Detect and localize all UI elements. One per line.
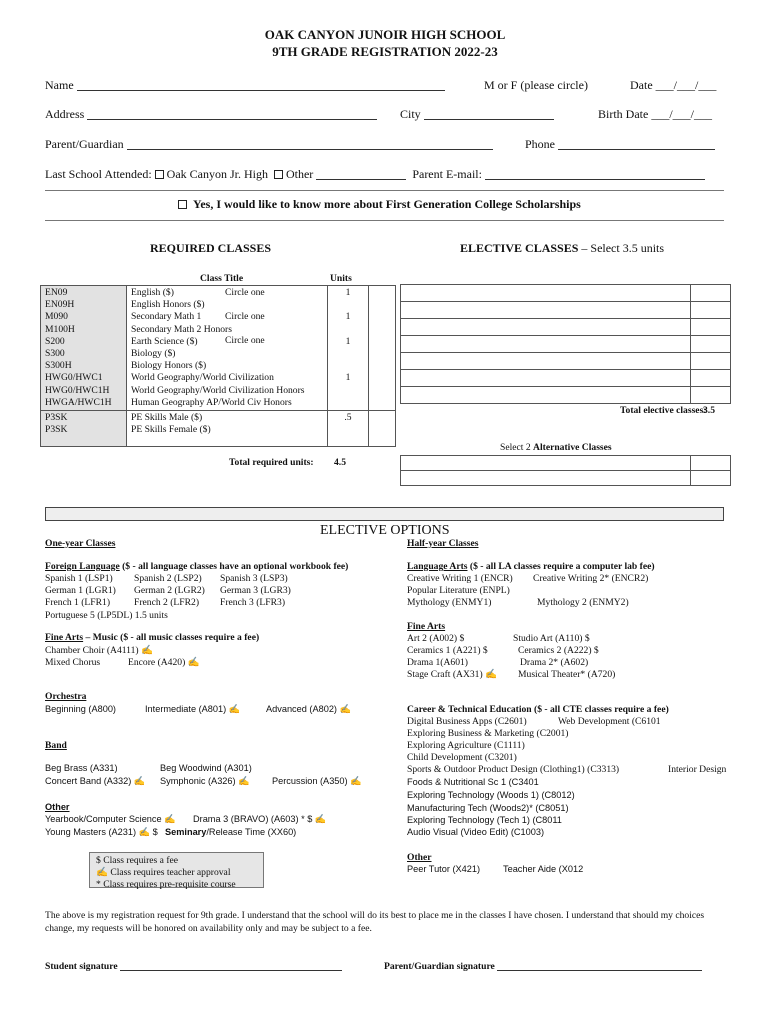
fine-arts-heading: Fine Arts: [407, 621, 446, 632]
other-half-heading: Other: [407, 852, 432, 863]
foreign-language-option: German 1 (LGR1): [45, 585, 116, 597]
cte-woods1: Exploring Technology (Woods 1) (C8012): [407, 790, 575, 800]
alternative-slot-2[interactable]: [401, 471, 691, 486]
cte-heading: Career & Technical Education ($ - all CTE classes require a fee): [407, 704, 669, 715]
la-mythology-1: Mythology (ENMY1): [407, 597, 492, 608]
foreign-col-3: [220, 573, 291, 610]
alternative-prefix: Select 2: [500, 442, 534, 453]
class-code: EN09H: [45, 299, 75, 311]
scholarship-option: [178, 198, 581, 212]
required-table: [40, 285, 396, 447]
required-units-1: [328, 286, 369, 411]
gender-label: M or F (please circle): [484, 78, 588, 92]
last-school-label: Last School Attended:: [45, 167, 152, 181]
orchestra-intermediate: Intermediate (A801) ✍: [145, 704, 241, 714]
elective-units-2[interactable]: [691, 302, 731, 319]
address-field[interactable]: [45, 108, 377, 122]
scholarship-label: Yes, I would like to know more about First Generation College Scholarships: [193, 197, 581, 211]
foreign-col-1: [45, 573, 116, 610]
class-code: M100H: [45, 323, 75, 335]
birth-date-field[interactable]: Birth Date ___/___/___: [598, 107, 712, 121]
class-title: English ($): [131, 287, 174, 298]
class-title: Secondary Math 2 Honors: [131, 323, 232, 335]
class-title: English Honors ($): [131, 299, 205, 311]
band-concert: Concert Band (A332) ✍: [45, 776, 146, 786]
language-arts-note: ($ - all LA classes require a computer lab fee): [467, 561, 655, 572]
other-school-checkbox[interactable]: [274, 170, 283, 179]
elective-units-4[interactable]: [691, 336, 731, 353]
class-code: HWG0/HWC1H: [45, 384, 110, 396]
elective-slot-6[interactable]: [401, 370, 691, 387]
language-arts-label: Language Arts: [407, 561, 468, 572]
elective-slot-4[interactable]: [401, 336, 691, 353]
fa-drama1: Drama 1(A601): [407, 657, 469, 668]
alternative-units-1[interactable]: [691, 456, 731, 471]
la-mythology-2: Mythology 2 (ENMY2): [537, 597, 629, 608]
cte-exploring-agriculture: Exploring Agriculture (C1111): [407, 740, 525, 751]
elective-units-7[interactable]: [691, 387, 731, 404]
portuguese-option: Portuguese 5 (LP5DL) 1.5 units: [45, 610, 168, 621]
foreign-language-heading: [45, 561, 348, 573]
cte-interior-design: Interior Design: [668, 764, 727, 775]
required-check-2[interactable]: [369, 411, 396, 447]
class-code: P3SK: [45, 412, 68, 424]
form-title: 9TH GRADE REGISTRATION 2022-23: [272, 44, 498, 59]
band-symphonic: Symphonic (A326) ✍: [160, 776, 250, 786]
agreement-statement: The above is my registration request for 9th grade. I understand that the school will do its best to place me in the classes I have chosen. I understand that should my choices change, my requests will be honored on availability only and may be subject to a fee.: [45, 910, 705, 934]
orchestra-heading: Orchestra: [45, 691, 87, 702]
foreign-language-option: Spanish 1 (LSP1): [45, 573, 113, 584]
legend-fee: $ Class requires a fee: [96, 855, 179, 866]
class-code: M090: [45, 311, 68, 323]
legend-box: [89, 852, 264, 891]
elective-units-5[interactable]: [691, 353, 731, 370]
la-creative-writing-1: Creative Writing 1 (ENCR): [407, 573, 513, 584]
other-seminary: [165, 827, 296, 838]
foreign-col-2: [134, 573, 205, 610]
oak-canyon-checkbox[interactable]: [155, 170, 164, 179]
foreign-language-option: German 3 (LGR3): [220, 585, 291, 597]
date-field[interactable]: Date ___/___/___: [630, 78, 717, 92]
fa-drama2: Drama 2* (A602): [520, 657, 589, 668]
class-code: EN09: [45, 287, 68, 298]
student-signature-label: Student signature: [45, 961, 118, 972]
foreign-language-option: German 2 (LGR2): [134, 585, 205, 597]
cte-foods: Foods & Nutritional Sc 1 (C3401: [407, 777, 539, 787]
elective-heading: [460, 242, 664, 256]
band-percussion: Percussion (A350) ✍: [272, 776, 362, 786]
elective-slot-1[interactable]: [401, 285, 691, 302]
elective-units-1[interactable]: [691, 285, 731, 302]
alternative-table: [400, 455, 731, 486]
other-peer-tutor: Peer Tutor (X421): [407, 864, 481, 874]
fa-stage-craft: Stage Craft (AX31) ✍: [407, 669, 498, 680]
band-beg-woodwind: Beg Woodwind (A301): [160, 763, 252, 773]
parent-signature-label: Parent/Guardian signature: [384, 961, 495, 972]
class-title: Biology ($): [131, 348, 176, 360]
phone-label: Phone: [525, 137, 555, 151]
parent-email-label: Parent E-mail:: [412, 167, 482, 181]
foreign-language-option: Spanish 2 (LSP2): [134, 573, 202, 584]
orchestra-beginning: Beginning (A800): [45, 704, 116, 714]
alternative-slot-1[interactable]: [401, 456, 691, 471]
address-label: Address: [45, 107, 85, 121]
class-code: HWGA/HWC1H: [45, 396, 112, 408]
circle-one-english: Circle one: [225, 287, 265, 298]
class-title: World Geography/World Civilization: [131, 372, 274, 384]
units-science: 1: [345, 335, 351, 347]
release-time-label: /Release Time (XX60): [206, 827, 297, 837]
oak-canyon-label: Oak Canyon Jr. High: [166, 167, 268, 181]
fine-arts-music-note: – Music ($ - all music classes require a fee): [83, 632, 260, 643]
required-heading: REQUIRED CLASSES: [150, 241, 272, 255]
alternative-label: Alternative Classes: [533, 442, 612, 453]
other-young-masters: Young Masters (A231) ✍ $: [45, 827, 158, 837]
language-arts-heading: [407, 561, 655, 573]
total-required-label: Total required units:: [229, 457, 314, 468]
foreign-language-option: French 1 (LFR1): [45, 597, 111, 609]
required-check-1[interactable]: [369, 286, 396, 411]
required-titles-2: [127, 411, 328, 447]
last-school-row: [45, 168, 705, 182]
cte-web-development: Web Development (C6101: [558, 716, 661, 727]
legend-approval: ✍ Class requires teacher approval: [96, 867, 231, 879]
band-heading: Band: [45, 740, 67, 751]
foreign-language-label: Foreign Language: [45, 561, 120, 572]
chamber-choir-option: Chamber Choir (A4111) ✍: [45, 645, 153, 656]
foreign-language-option: French 2 (LFR2): [134, 597, 200, 609]
class-title: PE Skills Male ($): [131, 412, 203, 424]
parent-email-field[interactable]: [485, 179, 705, 180]
cte-woods2: Manufacturing Tech (Woods2)* (C8051): [407, 803, 569, 813]
total-elective-label: Total elective classes:: [620, 405, 707, 416]
class-code: P3SK: [45, 424, 68, 436]
class-title: Earth Science ($): [131, 335, 198, 347]
class-code: S300H: [45, 360, 72, 372]
elective-slot-5[interactable]: [401, 353, 691, 370]
seminary-label: Seminary: [165, 827, 207, 837]
band-beg-brass: Beg Brass (A331): [45, 763, 118, 773]
cte-audio-visual: Audio Visual (Video Edit) (C1003): [407, 827, 545, 837]
class-title: Biology Honors ($): [131, 360, 207, 372]
class-code: S300: [45, 348, 65, 360]
total-elective-value: 3.5: [703, 405, 715, 416]
class-title: Human Geography AP/World Civ Honors: [131, 396, 292, 408]
required-codes-2: [41, 411, 127, 447]
orchestra-advanced: Advanced (A802) ✍: [266, 704, 351, 714]
other-yearbook: Yearbook/Computer Science ✍: [45, 814, 176, 824]
elective-heading-label: ELECTIVE CLASSES: [460, 241, 579, 255]
elective-slot-3[interactable]: [401, 319, 691, 336]
total-required-value: 4.5: [334, 457, 346, 468]
name-field[interactable]: [45, 79, 445, 93]
cte-exploring-business: Exploring Business & Marketing (C2001): [407, 728, 569, 739]
other-heading: Other: [45, 802, 70, 812]
fine-arts-music-label: Fine Arts: [45, 632, 84, 643]
units-geography: 1: [345, 372, 351, 384]
class-title: Secondary Math 1: [131, 311, 202, 323]
parent-label: Parent/Guardian: [45, 137, 124, 151]
class-code: S200: [45, 335, 65, 347]
fine-arts-music-heading: [45, 632, 259, 644]
cte-child-development: Child Development (C3201): [407, 752, 517, 763]
alternative-units-2[interactable]: [691, 471, 731, 486]
la-creative-writing-2: Creative Writing 2* (ENCR2): [533, 573, 649, 584]
elective-table: [400, 284, 731, 404]
city-label: City: [400, 107, 421, 121]
units-english: 1: [345, 287, 351, 298]
class-code: HWG0/HWC1: [45, 372, 103, 384]
elective-units-6[interactable]: [691, 370, 731, 387]
other-teacher-aide: Teacher Aide (X012: [503, 864, 584, 874]
one-year-heading: One-year Classes: [45, 538, 116, 549]
cte-sports-outdoor: Sports & Outdoor Product Design (Clothing1) (C3313): [407, 764, 620, 775]
half-year-heading: Half-year Classes: [407, 538, 479, 549]
units-math: 1: [345, 311, 351, 323]
phone-field[interactable]: [525, 138, 715, 152]
elective-units-3[interactable]: [691, 319, 731, 336]
fa-studio-art: Studio Art (A110) $: [513, 633, 590, 644]
cte-digital-business: Digital Business Apps (C2601): [407, 716, 527, 727]
class-title: World Geography/World Civilization Honors: [131, 384, 305, 396]
circle-one-math: Circle one: [225, 311, 265, 322]
foreign-language-option: Spanish 3 (LSP3): [220, 573, 288, 584]
encore-option: Encore (A420) ✍: [128, 657, 200, 668]
name-label: Name: [45, 78, 74, 92]
elective-heading-note: – Select 3.5 units: [578, 241, 665, 255]
options-banner: [45, 507, 724, 521]
fa-musical-theater: Musical Theater* (A720): [518, 669, 616, 680]
fa-ceramics2: Ceramics 2 (A222) $: [518, 645, 599, 656]
circle-one-science: Circle one: [225, 335, 265, 346]
school-name: OAK CANYON JUNOIR HIGH SCHOOL: [264, 27, 506, 42]
other-drama3: Drama 3 (BRAVO) (A603) * $ ✍: [193, 814, 327, 824]
cte-tech1: Exploring Technology (Tech 1) (C8011: [407, 815, 562, 825]
units-pe: .5: [328, 411, 369, 447]
mixed-chorus-option: Mixed Chorus: [45, 657, 101, 668]
parent-field[interactable]: [45, 138, 493, 152]
required-titles-1: [127, 286, 328, 411]
legend-prereq: * Class requires pre-requisite course: [96, 879, 236, 891]
foreign-language-option: French 3 (LFR3): [220, 597, 286, 609]
scholarship-checkbox[interactable]: [178, 200, 187, 209]
other-school-field[interactable]: [316, 179, 406, 180]
fa-art2: Art 2 (A002) $: [407, 633, 465, 644]
class-title: PE Skills Female ($): [131, 424, 211, 436]
elective-slot-7[interactable]: [401, 387, 691, 404]
options-title: ELECTIVE OPTIONS: [320, 523, 450, 538]
alternative-heading: [500, 442, 612, 454]
parent-signature-field[interactable]: [384, 961, 702, 973]
elective-slot-2[interactable]: [401, 302, 691, 319]
col-units: Units: [330, 273, 352, 284]
col-class-title: Class Title: [200, 273, 244, 284]
student-signature-field[interactable]: [45, 961, 342, 973]
other-school-label: Other: [285, 167, 314, 181]
la-popular-literature: Popular Literature (ENPL): [407, 585, 510, 596]
required-codes-1: [41, 286, 127, 411]
fa-ceramics1: Ceramics 1 (A221) $: [407, 645, 488, 656]
foreign-language-note: ($ - all language classes have an optional workbook fee): [119, 561, 349, 572]
city-field[interactable]: [400, 108, 554, 122]
